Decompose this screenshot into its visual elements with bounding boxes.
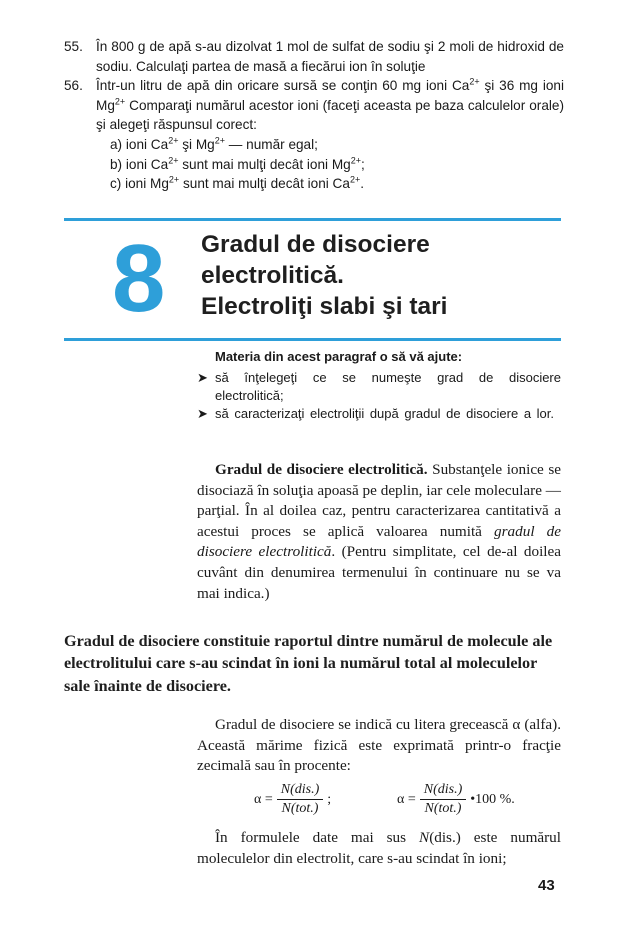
formula-percent [397,782,515,817]
ion-charge: 2+ [114,96,126,107]
chapter-title-line: electrolitică. [201,262,344,289]
exercise-55 [64,37,564,76]
exercise-number: 56. [64,78,83,94]
exercise-text-part: şi 36 mg ioni Mg [96,78,565,113]
exercise-text-part: Comparaţi numărul acestor ioni (faceţi aceasta pe baza calculelor orale) şi alegeţi răspunsul corect: [96,97,564,133]
option-text: sunt mai mulţi decât ioni Mg [178,156,351,172]
exercise-text-part: Într-un litru de apă din oricare sursă se conţin 60 mg ioni Ca [96,78,470,94]
option-text: — număr egal; [224,136,318,152]
page-number: 43 [538,877,555,894]
aim-item [197,405,561,423]
option-text: . [360,176,364,192]
exercise-list [64,37,564,194]
alpha-equals: α = [397,791,416,807]
italic-term: gradul de disociere electrolitică [197,522,561,561]
paragraph-text: . (Pentru simplitate, cel de-al doilea cuvânt din denumirea termenului în continuare nu se va mai indica.) [197,543,561,602]
paragraph-text: În formulele date mai sus [215,829,420,846]
answer-option-a [110,135,564,155]
option-text: a) ioni Ca [110,136,169,152]
fraction [420,782,467,817]
alpha-paragraph: Gradul de disociere se indică cu litera grecească α (alfa). Această mărime fizică este exprimată printr-o fracţie zecimală sau în procente: [197,716,561,775]
definition-statement: Gradul de disociere constituie raportul dintre numărul de molecule ale electrolitului care s-au scindat în ioni la numărul total al moleculelor sale înainte de disociere. [64,632,553,695]
fraction [277,782,324,817]
aim-text: să înţelegeţi ce se numeşte grad de disociere electrolitică; [215,370,561,403]
answer-option-c [110,174,564,194]
formula-explanation [197,828,561,869]
option-text: ; [360,156,365,172]
ion-charge: 2+ [469,76,480,87]
option-text: b) ioni Ca [110,156,169,172]
option-text: sunt mai mulţi decât ioni Ca [179,176,350,192]
section-paragraph [197,460,561,604]
exercise-text: În 800 g de apă s-au dizolvat 1 mol de sulfat de sodiu şi 2 moli de hidroxid de sodiu. Calculaţi partea de masă a fiecărui ion în soluţie [96,39,564,74]
formula-fraction [254,782,331,817]
aim-text: să caracterizaţi electroliţii după gradul de disociere a lor. [215,406,555,421]
ion-charge: 2+ [168,135,179,146]
fraction-numerator: N(dis.) [420,782,467,800]
ion-charge: 2+ [168,174,180,185]
arrowhead-icon: ➤ [197,406,208,421]
chapter-divider-bottom [64,338,561,341]
fraction-denominator: N(tot.) [281,801,319,816]
chapter-number: 8 [112,225,166,332]
ion-charge: 2+ [349,174,361,185]
italic-symbol: N [419,829,430,846]
learning-aims [197,348,561,423]
exercise-56 [64,76,564,194]
option-text: c) ioni Mg [110,176,169,192]
alpha-equals: α = [254,791,273,807]
answer-option-b [110,155,564,175]
fraction-numerator: N(dis.) [277,782,324,800]
fraction-denominator: N(tot.) [424,801,462,816]
formula-separator: ; [327,791,332,807]
ion-charge: 2+ [214,135,225,146]
paragraph-text: (dis.) este numărul moleculelor din electrolit, care s-au scindat în ioni; [197,829,561,867]
section-heading: Gradul de disociere electrolitică. [215,461,428,478]
answer-options [96,135,564,194]
chapter-title [201,229,447,322]
chapter-title-line: Gradul de disociere [201,231,430,258]
exercise-number: 55. [64,39,83,54]
chapter-divider-top [64,218,561,221]
aims-heading: Materia din acest paragraf o să vă ajute: [215,349,463,364]
paragraph-text: Substanţele ionice se disociază în soluţia apoasă pe deplin, iar cele moleculare — parţial. În al doilea caz, pentru caracterizarea cantitativă a acestui proces se aplică valoarea numită [197,461,561,540]
arrowhead-icon: ➤ [197,370,208,385]
aim-item [197,369,561,405]
ion-charge: 2+ [350,155,361,166]
chapter-title-line: Electroliţi slabi şi tari [201,293,448,320]
percent-multiplier: •100 %. [470,791,515,807]
ion-charge: 2+ [168,155,179,166]
option-text: şi Mg [178,136,215,152]
